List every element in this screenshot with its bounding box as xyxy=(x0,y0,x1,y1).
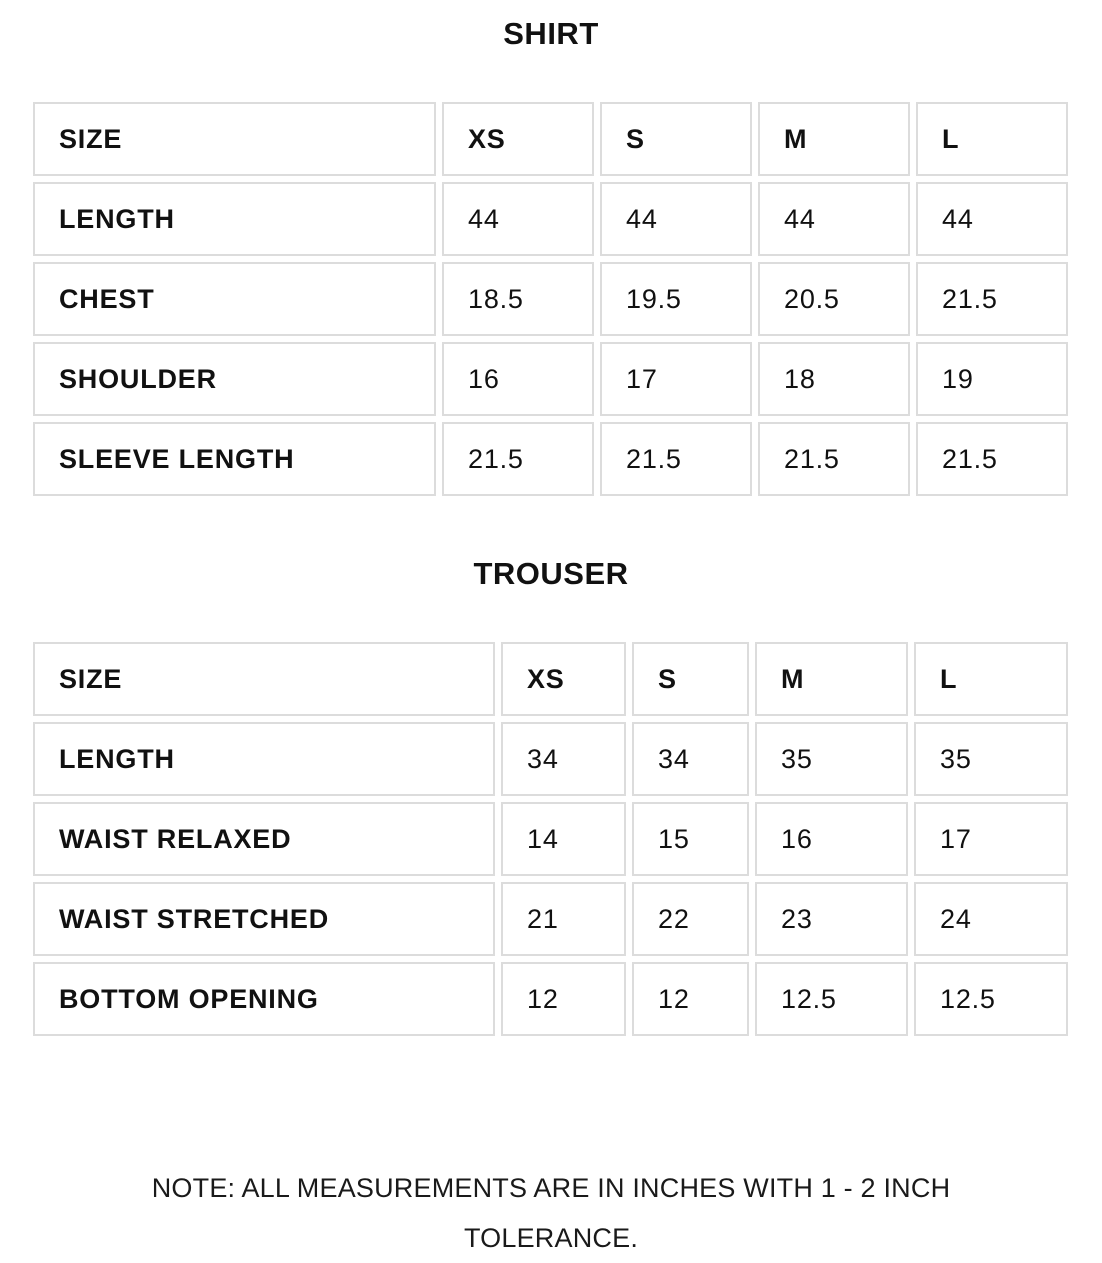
shirt-header-row xyxy=(33,102,1068,176)
measurement-note-line-2: TOLERANCE. xyxy=(463,1223,639,1253)
shirt-cell: 19.5 xyxy=(600,262,752,336)
trouser-cell: 23 xyxy=(755,882,908,956)
shirt-row-label: SLEEVE LENGTH xyxy=(33,422,436,496)
shirt-cell: 44 xyxy=(600,182,752,256)
shirt-cell: 21.5 xyxy=(916,262,1068,336)
shirt-size-table xyxy=(27,96,1074,502)
trouser-header-m: M xyxy=(755,642,908,716)
trouser-row-label: LENGTH xyxy=(33,722,495,796)
trouser-header-l: L xyxy=(914,642,1068,716)
shirt-header-xs: XS xyxy=(442,102,594,176)
shirt-header-m: M xyxy=(758,102,910,176)
trouser-cell: 34 xyxy=(632,722,749,796)
shirt-cell: 21.5 xyxy=(442,422,594,496)
shirt-row-sleeve-length xyxy=(33,422,1068,496)
trouser-cell: 21 xyxy=(501,882,626,956)
trouser-section-title: TROUSER xyxy=(473,556,629,591)
trouser-header-size: SIZE xyxy=(33,642,495,716)
shirt-section-title: SHIRT xyxy=(503,16,599,51)
trouser-cell: 12.5 xyxy=(755,962,908,1036)
trouser-cell: 12 xyxy=(501,962,626,1036)
shirt-header-l: L xyxy=(916,102,1068,176)
measurement-note-line-1: NOTE: ALL MEASUREMENTS ARE IN INCHES WITH 1 - 2 INCH xyxy=(151,1173,951,1203)
shirt-header-s: S xyxy=(600,102,752,176)
trouser-cell: 12 xyxy=(632,962,749,1036)
trouser-cell: 35 xyxy=(755,722,908,796)
trouser-row-label: WAIST STRETCHED xyxy=(33,882,495,956)
trouser-row-waist-relaxed xyxy=(33,802,1068,876)
trouser-cell: 22 xyxy=(632,882,749,956)
shirt-cell: 44 xyxy=(758,182,910,256)
shirt-cell: 18 xyxy=(758,342,910,416)
trouser-row-label: WAIST RELAXED xyxy=(33,802,495,876)
shirt-cell: 21.5 xyxy=(600,422,752,496)
trouser-header-s: S xyxy=(632,642,749,716)
shirt-row-label: LENGTH xyxy=(33,182,436,256)
shirt-cell: 17 xyxy=(600,342,752,416)
shirt-row-chest xyxy=(33,262,1068,336)
shirt-cell: 18.5 xyxy=(442,262,594,336)
trouser-cell: 16 xyxy=(755,802,908,876)
trouser-size-table xyxy=(27,636,1074,1042)
shirt-cell: 20.5 xyxy=(758,262,910,336)
trouser-row-length xyxy=(33,722,1068,796)
shirt-row-shoulder xyxy=(33,342,1068,416)
trouser-row-waist-stretched xyxy=(33,882,1068,956)
trouser-cell: 12.5 xyxy=(914,962,1068,1036)
trouser-cell: 15 xyxy=(632,802,749,876)
trouser-cell: 17 xyxy=(914,802,1068,876)
trouser-row-label: BOTTOM OPENING xyxy=(33,962,495,1036)
shirt-cell: 19 xyxy=(916,342,1068,416)
shirt-cell: 44 xyxy=(442,182,594,256)
trouser-header-row xyxy=(33,642,1068,716)
shirt-cell: 44 xyxy=(916,182,1068,256)
trouser-cell: 24 xyxy=(914,882,1068,956)
trouser-header-xs: XS xyxy=(501,642,626,716)
trouser-cell: 34 xyxy=(501,722,626,796)
measurement-note xyxy=(0,1163,1102,1263)
shirt-row-label: CHEST xyxy=(33,262,436,336)
trouser-row-bottom-opening xyxy=(33,962,1068,1036)
shirt-header-size: SIZE xyxy=(33,102,436,176)
shirt-row-length xyxy=(33,182,1068,256)
shirt-cell: 21.5 xyxy=(758,422,910,496)
trouser-cell: 35 xyxy=(914,722,1068,796)
trouser-cell: 14 xyxy=(501,802,626,876)
shirt-cell: 21.5 xyxy=(916,422,1068,496)
shirt-row-label: SHOULDER xyxy=(33,342,436,416)
shirt-cell: 16 xyxy=(442,342,594,416)
